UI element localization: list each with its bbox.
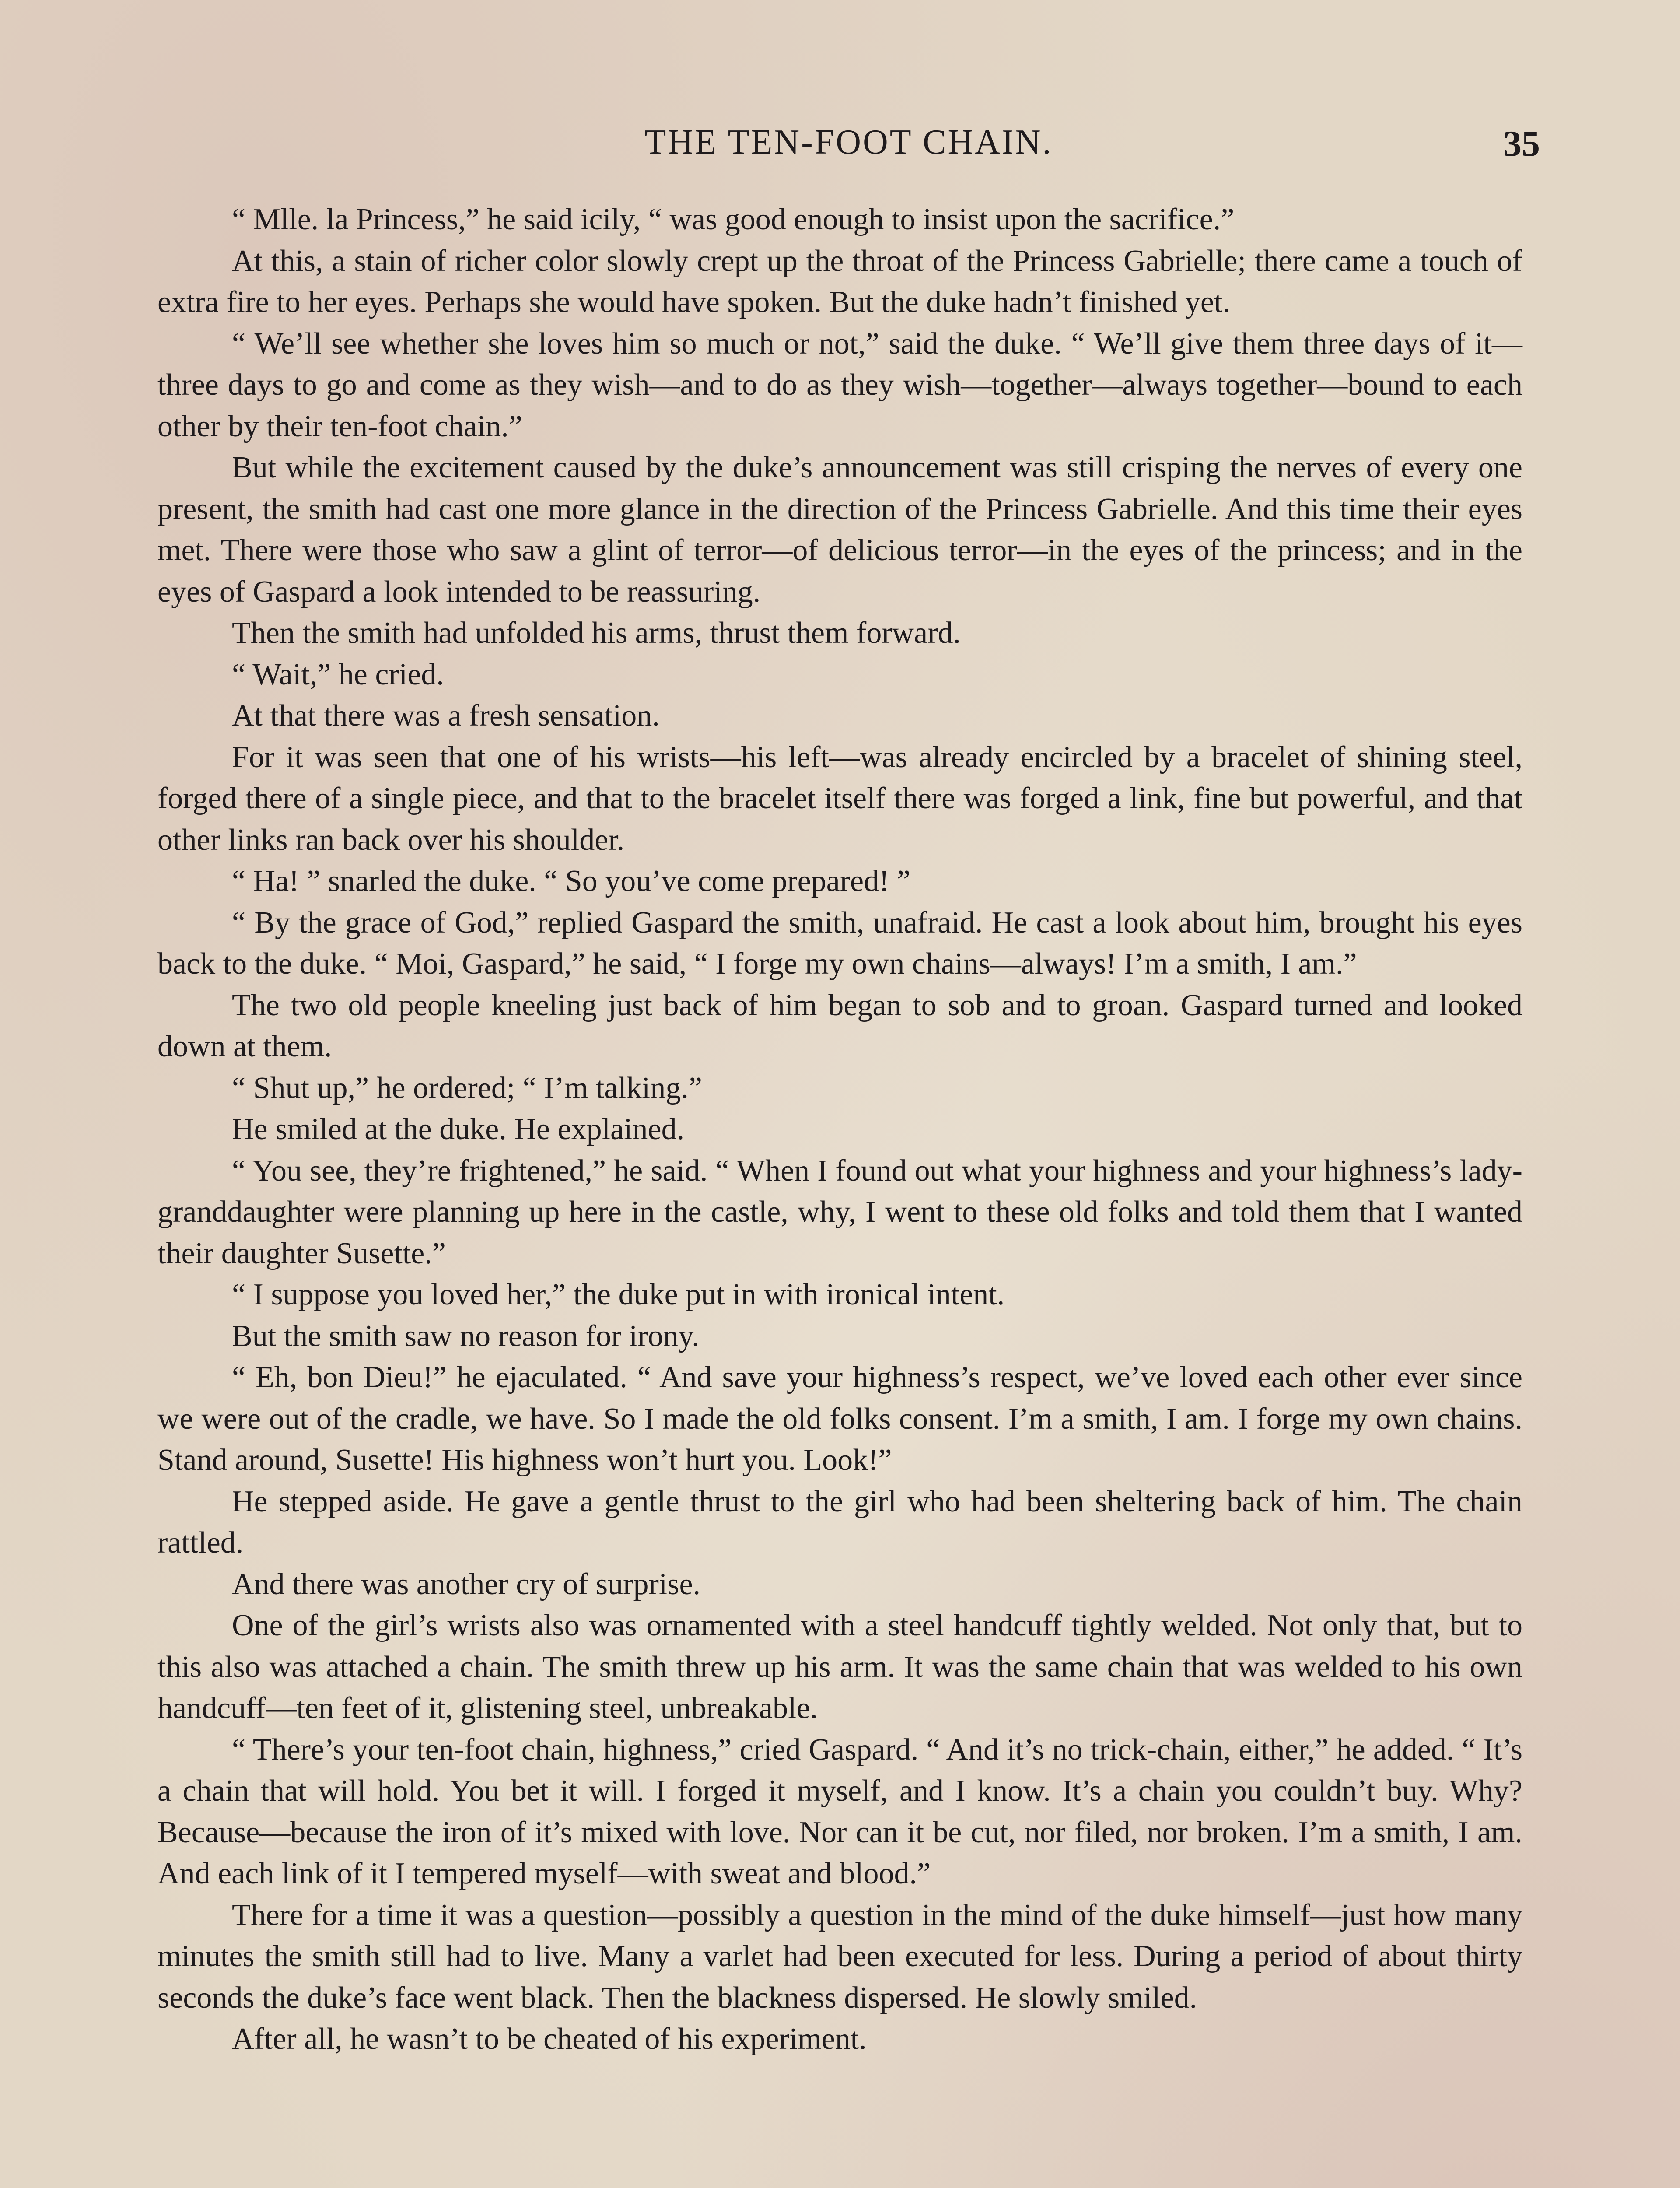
paragraph: “ Wait,” he cried. xyxy=(232,657,444,691)
body-text xyxy=(158,199,1522,2060)
running-head xyxy=(158,123,1540,171)
paragraph: At this, a stain of richer color slowly crept up the throat of the Princess Gabrielle; there came a touch of extra fire to her eyes. Perhaps she would have spoken. But the duke hadn’t finished yet. xyxy=(158,244,1522,319)
paragraph: He stepped aside. He gave a gentle thrust to the girl who had been sheltering back of him. The chain rattled. xyxy=(158,1484,1522,1560)
paragraph: “ We’ll see whether she loves him so much or not,” said the duke. “ We’ll give them three days of it—three days to go and come as they wish—and to do as they wish—together—always together—bound to each other by their ten-foot chain.” xyxy=(158,326,1522,443)
paragraph: He smiled at the duke. He explained. xyxy=(232,1112,685,1146)
paragraph: But the smith saw no reason for irony. xyxy=(232,1319,700,1353)
paragraph: After all, he wasn’t to be cheated of his experiment. xyxy=(232,2022,867,2056)
paragraph: For it was seen that one of his wrists—his left—was already encircled by a bracelet of shining steel, forged there of a single piece, and that to the bracelet itself there was forged a link, fine but powerful, and that other links ran back over his shoulder. xyxy=(158,740,1522,857)
page-number: 35 xyxy=(1503,123,1540,164)
paragraph: And there was another cry of surprise. xyxy=(232,1567,701,1601)
paragraph: But while the excitement caused by the duke’s announcement was still crisping the nerves of every one present, the smith had cast one more glance in the direction of the Princess Gabrielle. And this time their eyes met. There were those who saw a glint of terror—of delicious terror—in the eyes of the princess; and in the eyes of Gaspard a look intended to be reassuring. xyxy=(158,451,1522,609)
paragraph: At that there was a fresh sensation. xyxy=(232,699,660,733)
paragraph: There for a time it was a question—possibly a question in the mind of the duke himself—just how many minutes the smith still had to live. Many a varlet had been executed for less. During a period of about thirty seconds the duke’s face went black. Then the blackness dispersed. He slowly smiled. xyxy=(158,1898,1522,2015)
paragraph: “ Shut up,” he ordered; “ I’m talking.” xyxy=(232,1071,702,1105)
paragraph: “ Eh, bon Dieu!” he ejaculated. “ And save your highness’s respect, we’ve loved each other ever since we were out of the cradle, we have. So I made the old folks consent. I’m a smith, I am. I forge my own chains. Stand around, Susette! His highness won’t hurt you. Look!” xyxy=(158,1360,1522,1477)
paragraph: “ I suppose you loved her,” the duke put in with ironical intent. xyxy=(232,1278,1005,1311)
running-title: THE TEN-FOOT CHAIN. xyxy=(644,123,1053,161)
paragraph: “ You see, they’re frightened,” he said. “ When I found out what your highness and your highness’s lady-granddaughter were planning up here in the castle, why, I went to these old folks and told them that I wanted their daughter Susette.” xyxy=(158,1154,1522,1270)
paragraph: One of the girl’s wrists also was ornamented with a steel handcuff tightly welded. Not only that, but to this also was attached a chain. The smith threw up his arm. It was the same chain that was welded to his own handcuff—ten feet of it, glistening steel, unbreakable. xyxy=(158,1609,1522,1725)
paragraph: “ By the grace of God,” replied Gaspard the smith, unafraid. He cast a look about him, brought his eyes back to the duke. “ Moi, Gaspard,” he said, “ I forge my own chains—always! I’m a smith, I am.” xyxy=(158,905,1522,981)
paragraph: Then the smith had unfolded his arms, thrust them forward. xyxy=(232,616,961,650)
paragraph: “ There’s your ten-foot chain, highness,” cried Gaspard. “ And it’s no trick-chain, either,” he added. “ It’s a chain that will hold. You bet it will. I forged it myself, and I know. It’s a chain you couldn’t buy. Why? Because—because the iron of it’s mixed with love. Nor can it be cut, nor filed, nor broken. I’m a smith, I am. And each link of it I tempered myself—with sweat and blood.” xyxy=(158,1732,1522,1890)
paragraph: “ Ha! ” snarled the duke. “ So you’ve come prepared! ” xyxy=(232,864,910,898)
paragraph: “ Mlle. la Princess,” he said icily, “ was good enough to insist upon the sacrifice.” xyxy=(232,203,1235,236)
paragraph: The two old people kneeling just back of him began to sob and to groan. Gaspard turned and looked down at them. xyxy=(158,988,1522,1063)
